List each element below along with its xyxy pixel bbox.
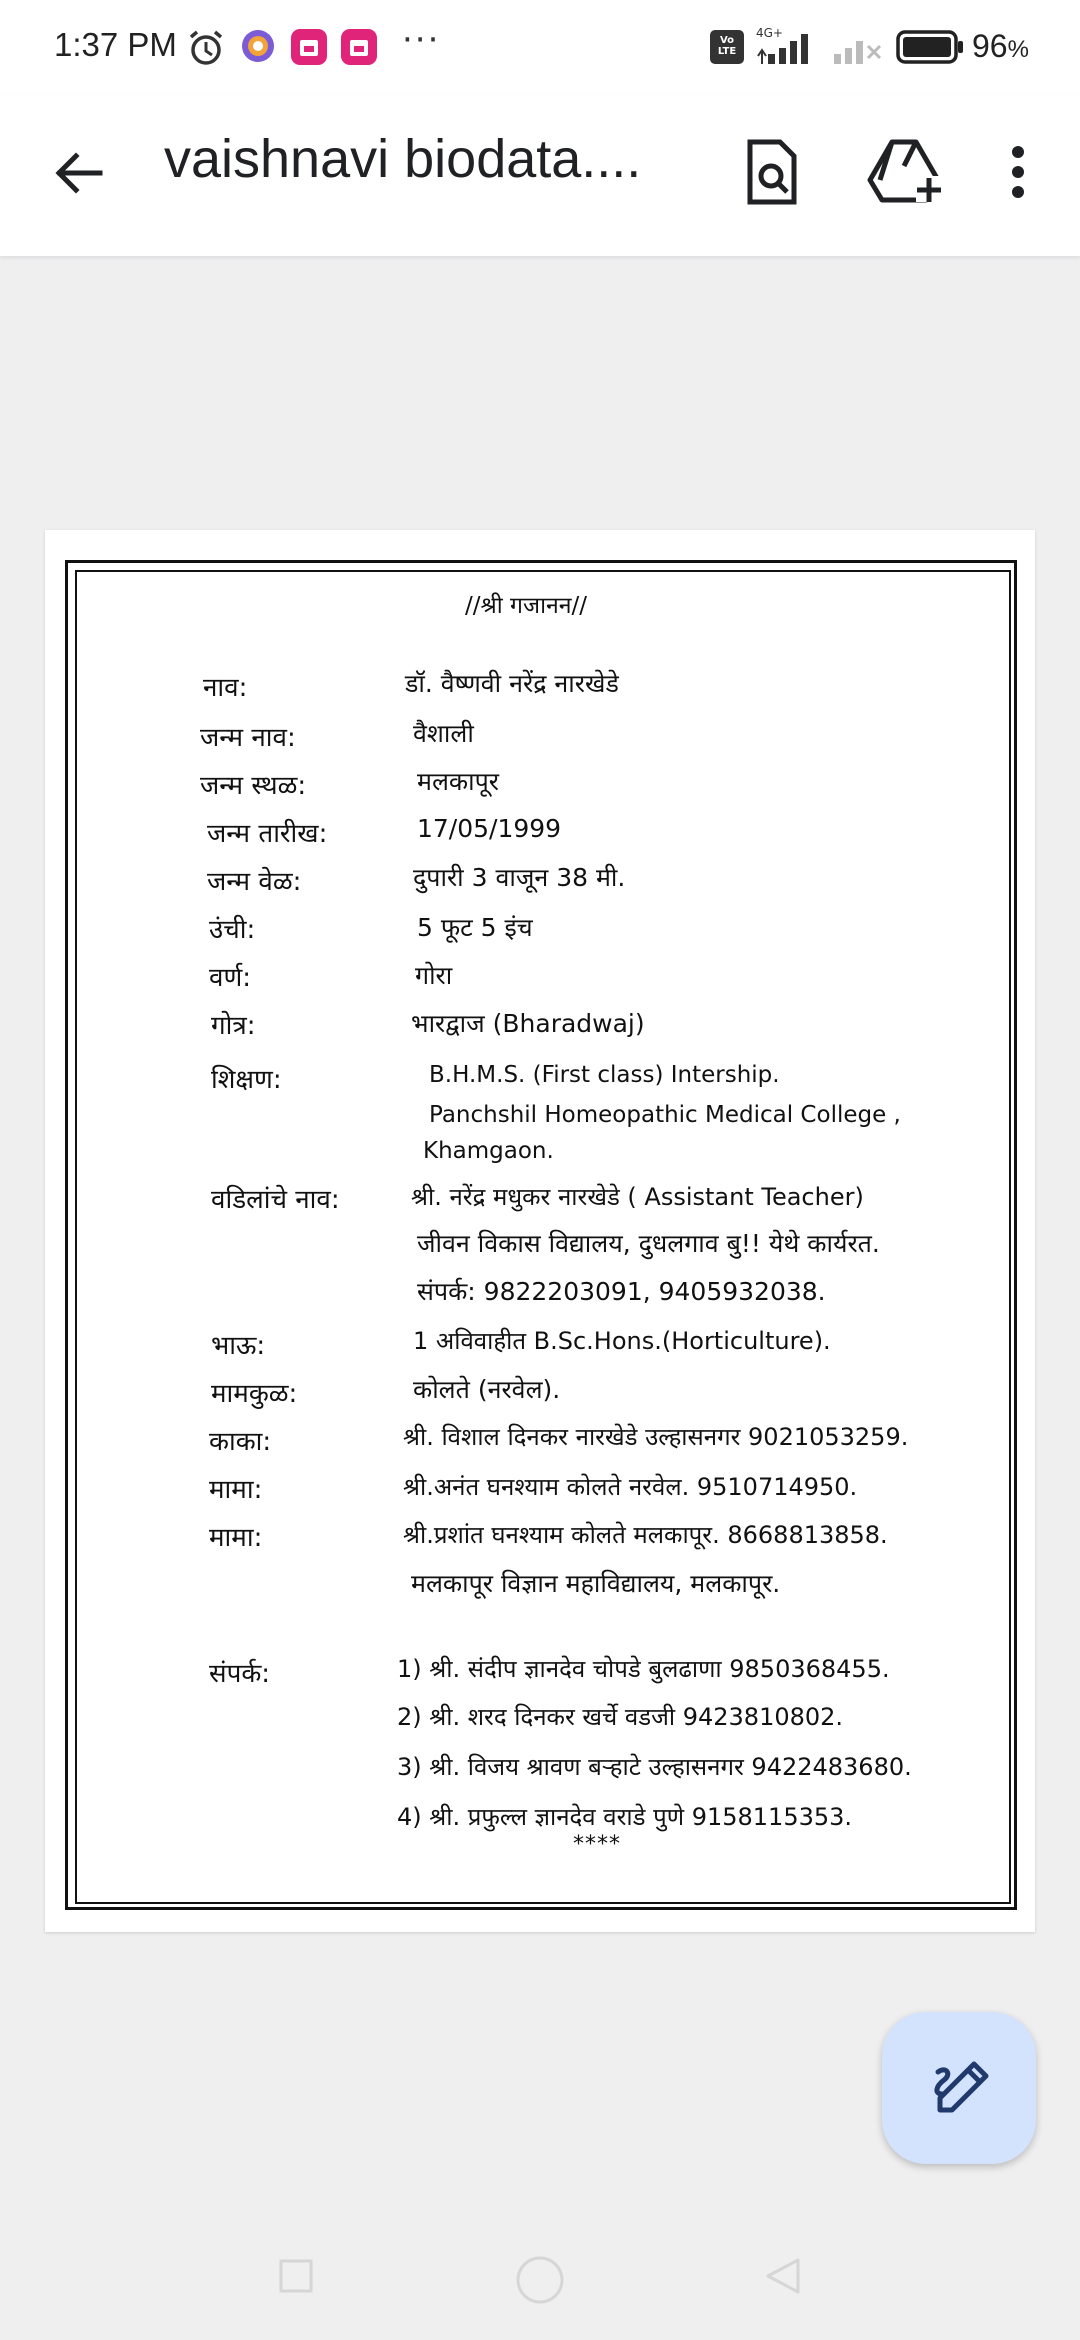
field-label: काका: <box>209 1427 272 1457</box>
field-value: Khamgaon. <box>423 1138 554 1164</box>
field-label: उंची: <box>209 915 256 945</box>
battery-icon <box>896 30 966 68</box>
field-value: दुपारी 3 वाजून 38 मी. <box>413 863 626 892</box>
add-to-drive-icon <box>862 132 946 212</box>
field-value: भारद्वाज (Bharadwaj) <box>411 1009 645 1038</box>
doc-footer-stars: **** <box>573 1832 621 1857</box>
field-value: 1) श्री. संदीप ज्ञानदेव चोपडे बुलढाणा 9850368455. <box>397 1655 890 1683</box>
more-options-button[interactable] <box>980 132 1040 212</box>
doc-heading: //श्री गजानन// <box>465 593 588 619</box>
field-value: 5 फूट 5 इंच <box>417 913 533 942</box>
more-dots-icon: ··· <box>402 20 441 60</box>
field-value: कोलते (नरवेल). <box>413 1375 561 1404</box>
field-label: जन्म वेळ: <box>207 867 302 897</box>
field-value: गोरा <box>415 961 453 990</box>
field-value: श्री.प्रशांत घनश्याम कोलते मलकापूर. 8668813858. <box>403 1521 888 1549</box>
field-value: 2) श्री. शरद दिनकर खर्चे वडजी 9423810802. <box>397 1703 844 1731</box>
back-nav-button[interactable] <box>762 2256 802 2296</box>
square-icon <box>278 2258 314 2294</box>
field-value: श्री. नरेंद्र मधुकर नारखेडे ( Assistant Teacher) <box>411 1183 864 1211</box>
circle-icon <box>514 2254 566 2306</box>
signal-no-icon <box>830 24 886 70</box>
edit-fab-button[interactable] <box>882 2012 1036 2164</box>
field-value: 1 अविवाहीत B.Sc.Hons.(Horticulture). <box>413 1327 831 1355</box>
field-label: वर्ण: <box>209 963 252 993</box>
field-value: डॉ. वैष्णवी नरेंद्र नारखेडे <box>405 669 619 698</box>
field-label: मामा: <box>209 1475 263 1505</box>
status-time: 1:37 PM <box>54 26 177 63</box>
more-vert-icon <box>980 132 1040 212</box>
app-notification-icon <box>290 28 328 70</box>
field-value: श्री.अनंत घनश्याम कोलते नरवेल. 9510714950. <box>403 1473 858 1501</box>
document-page[interactable] <box>45 530 1035 1932</box>
document-title: vaishnavi biodata.... <box>164 129 642 189</box>
field-value: संपर्क: 9822203091, 9405932038. <box>417 1277 826 1306</box>
field-value: श्री. विशाल दिनकर नारखेडे उल्हासनगर 9021053259. <box>403 1423 909 1451</box>
field-value: 4) श्री. प्रफुल्ल ज्ञानदेव वराडे पुणे 9158115353. <box>397 1803 853 1831</box>
field-label: भाऊ: <box>211 1331 266 1361</box>
field-label: जन्म स्थळ: <box>200 771 307 801</box>
back-button[interactable] <box>44 138 114 208</box>
field-label: गोत्र: <box>211 1011 256 1041</box>
edit-pen-icon <box>882 2012 1036 2164</box>
field-value: मलकापूर विज्ञान महाविद्यालय, मलकापूर. <box>411 1569 781 1598</box>
field-label: जन्म तारीख: <box>207 819 328 849</box>
volte-icon <box>710 30 744 68</box>
field-value: वैशाली <box>413 719 474 748</box>
field-label: मामकुळ: <box>211 1379 298 1409</box>
field-label: जन्म नाव: <box>200 723 296 753</box>
arrow-back-icon <box>44 138 114 208</box>
browser-icon <box>240 28 276 68</box>
add-to-drive-button[interactable] <box>862 132 942 212</box>
field-value: B.H.M.S. (First class) Intership. <box>429 1062 780 1088</box>
search-in-doc-icon <box>732 132 812 212</box>
system-nav-bar <box>0 2220 1080 2340</box>
field-value: 3) श्री. विजय श्रावण बर्‍हाटे उल्हासनगर 9422483680. <box>397 1753 912 1781</box>
app-bar <box>0 96 1080 256</box>
field-label: संपर्क: <box>209 1659 271 1689</box>
field-value: जीवन विकास विद्यालय, दुधलगाव बु!! येथे कार्यरत. <box>417 1229 880 1258</box>
status-bar <box>0 0 1080 96</box>
field-value: मलकापूर <box>417 767 500 796</box>
search-in-doc-button[interactable] <box>732 132 812 212</box>
triangle-back-icon <box>762 2256 802 2296</box>
alarm-icon <box>186 28 226 72</box>
home-button[interactable] <box>514 2254 566 2306</box>
field-value: Panchshil Homeopathic Medical College , <box>429 1102 901 1128</box>
signal-icon <box>754 24 824 70</box>
volte-label: Vo LTE <box>717 35 737 57</box>
field-label: वडिलांचे नाव: <box>211 1185 340 1215</box>
field-label: मामा: <box>209 1523 263 1553</box>
battery-percent: 96% <box>972 28 1029 64</box>
field-label: नाव: <box>203 673 248 703</box>
network-type-label: 4G+ <box>756 26 783 40</box>
field-value: 17/05/1999 <box>417 814 562 843</box>
recents-button[interactable] <box>278 2258 314 2294</box>
app-notification-icon <box>340 28 378 70</box>
field-label: शिक्षण: <box>211 1065 282 1095</box>
